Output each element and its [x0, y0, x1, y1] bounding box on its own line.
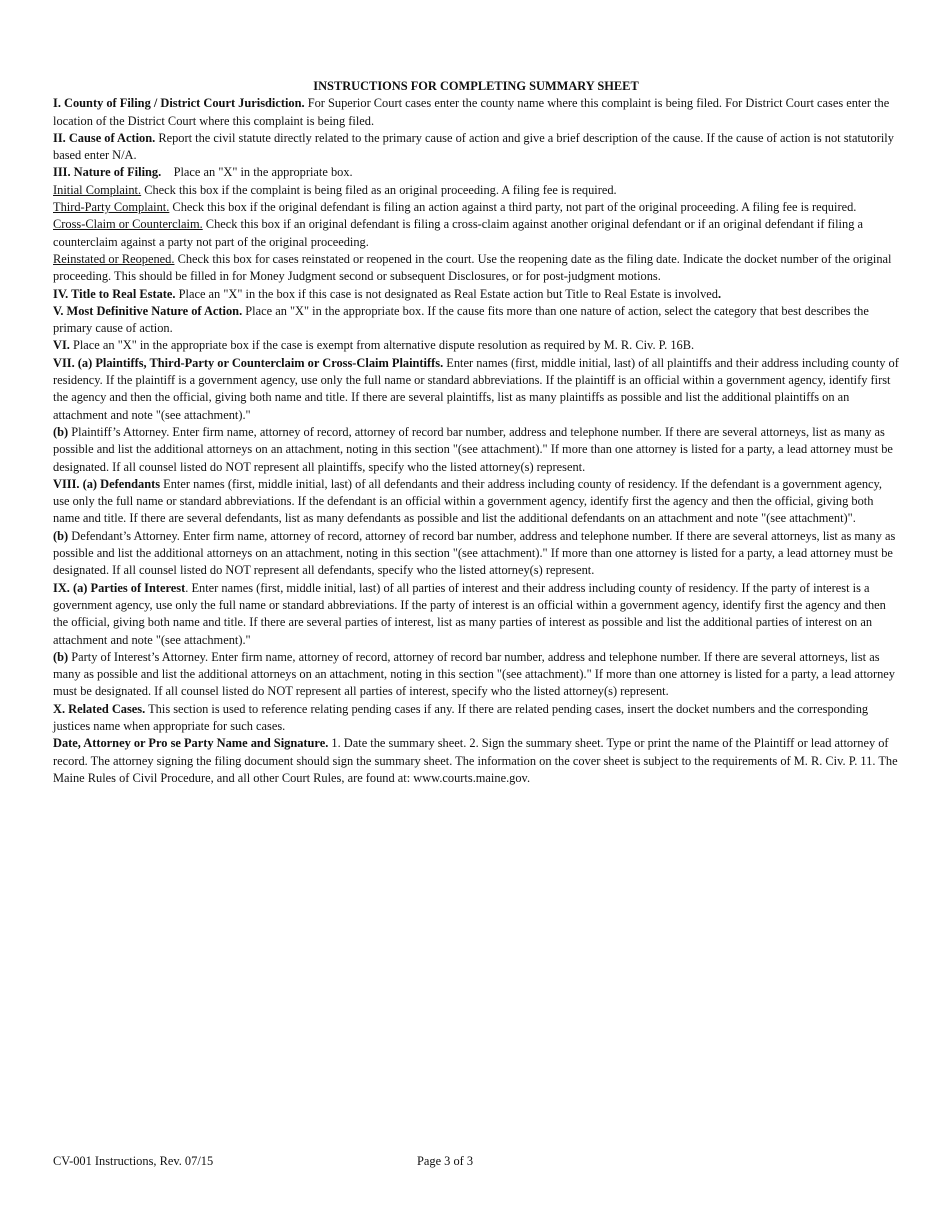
item-third-party-complaint [53, 199, 899, 216]
section-tail: . [718, 286, 722, 301]
section-county-of-filing [53, 95, 899, 130]
section-text: For Superior Court cases enter the county name where this complaint is being filed. For District Court cases enter the location of the District Court where this complaint is being filed. [53, 96, 890, 128]
section-defendants-attorney [53, 528, 899, 580]
instructions-page [53, 78, 899, 787]
page-title: INSTRUCTIONS FOR COMPLETING SUMMARY SHEET [313, 79, 639, 93]
section-heading: III. Nature of Filing. [53, 165, 162, 180]
item-text: Check this box if the complaint is being filed as an original proceeding. A filing fee is required. [141, 182, 617, 197]
section-nature-of-action [53, 303, 899, 338]
section-heading: VIII. (a) Defendants [53, 476, 161, 491]
form-id: CV-001 Instructions, Rev. 07/15 [53, 1154, 214, 1168]
section-text: Enter names (first, middle initial, last) of all plaintiffs and their address including county of residency. If the plaintiff is a government agency, use only the full name or standard abbreviations. If the plaintiff is an official within a government agency, identify first the agency and then the official, giving both name and title. If there are several plaintiffs, list as many plaintiffs as possible and list the additional plaintiffs on an attachment and note "(see attachment)." [53, 355, 899, 422]
section-title-to-real-estate [53, 286, 899, 303]
item-heading: Cross-Claim or Counterclaim. [53, 217, 203, 232]
section-heading: (b) [53, 424, 69, 439]
section-text: Place an "X" in the appropriate box. If the cause fits more than one nature of action, select the category that best describes the primary cause of action. [53, 303, 869, 336]
section-heading: VI. [53, 338, 70, 353]
item-heading: Third-Party Complaint. [53, 200, 170, 215]
section-heading: VII. (a) Plaintiffs, Third-Party or Counterclaim or Cross-Claim Plaintiffs. [53, 355, 444, 370]
section-plaintiffs [53, 355, 899, 424]
section-parties-of-interest-attorney [53, 649, 899, 701]
item-text: Check this box for cases reinstated or reopened in the court. Use the reopening date as the filing date. Indicate the docket number of the original proceeding. This should be filled in for Money Judgment second or subsequent Disclosures, or for post-judgment motions. [53, 251, 892, 284]
section-heading: Date, Attorney or Pro se Party Name and Signature. [53, 736, 329, 751]
section-text: Defendant’s Attorney. Enter firm name, attorney of record, attorney of record bar number, address and telephone number. If there are several attorneys, list as many as possible and list the additional attorneys on an attachment, noting in this section "(see attachment)." If more than one attorney is listed for a party, a lead attorney must be designated. If all counsel listed do NOT represent all defendants, specify who the listed attorney(s) represent. [53, 528, 896, 578]
section-text: 1. Date the summary sheet. 2. Sign the summary sheet. Type or print the name of the Plaintiff or lead attorney of record. The attorney signing the filing document should sign the summary sheet. The information on the cover sheet is subject to the requirements of M. R. Civ. P. 11. The Maine Rules of Civil Procedure, and all other Court Rules, are found at: www.courts.maine.gov. [53, 736, 898, 785]
item-text: Check this box if an original defendant is filing a cross-claim against another original defendant or if an original defendant if filing a counterclaim against a party not part of the original proceeding. [53, 217, 863, 249]
section-cause-of-action [53, 130, 899, 165]
item-text: Check this box if the original defendant is filing an action against a third party, not part of the original proceeding. A filing fee is required. [169, 200, 857, 215]
section-heading: X. Related Cases. [53, 701, 146, 716]
section-text: This section is used to reference relating pending cases if any. If there are related pending cases, insert the docket numbers and the corresponding justices name when appropriate for such cases. [53, 701, 869, 733]
section-text: . Enter names (first, middle initial, last) of all parties of interest and their address including county of residency. If the party of interest is a government agency, use only the full name or standard abbreviations. If the party of interest is an official within a government agency, identify first the agency and then the official, giving both name and title. If there are several parties of interest, list as many parties of interest as possible and list the additional parties of interest on an attachment and note "(see attachment)." [53, 580, 886, 647]
section-adr-exempt [53, 337, 899, 354]
section-heading: (b) [53, 528, 69, 543]
section-text: Enter names (first, middle initial, last) of all defendants and their address including county of residency. If the defendant is a government agency, use only the full name or standard abbreviations. If the defendant is an official within a government agency, identify first the agency and then the official, giving both name and title. If there are several defendants, list as many defendants as possible and list the additional defendants on an attachment and note "(see attachment)". [53, 476, 883, 526]
item-reinstated [53, 251, 899, 286]
section-date-signature [53, 735, 899, 787]
section-text: Plaintiff’s Attorney. Enter firm name, attorney of record, attorney of record bar number, address and telephone number. If there are several attorneys, list as many as possible and list the additional attorneys on an attachment, noting in this section "(see attachment)." If more than one attorney is listed for a party, a lead attorney must be designated. If all counsel listed do NOT represent all plaintiffs, specify who the listed attorney(s) represent. [53, 424, 893, 474]
section-heading: IX. (a) Parties of Interest [53, 580, 186, 595]
page-footer [53, 1153, 899, 1171]
section-heading: (b) [53, 649, 69, 664]
section-text: Place an "X" in the box if this case is not designated as Real Estate action but Title to Real Estate is involved [175, 286, 718, 301]
item-initial-complaint [53, 182, 899, 199]
section-nature-of-filing [53, 164, 899, 181]
section-heading: II. Cause of Action. [53, 130, 156, 145]
section-text: Party of Interest’s Attorney. Enter firm name, attorney of record, attorney of record bar number, address and telephone number. If there are several attorneys, list as many as possible and list the additional attorneys on an attachment, noting in this section "(see attachment)." If more than one attorney is listed for a party, a lead attorney must be designated. If all counsel listed do NOT represent all parties of interest, specify who the listed attorney(s) represent. [53, 649, 895, 699]
section-defendants [53, 476, 899, 528]
item-cross-claim [53, 216, 899, 251]
section-text: Place an "X" in the appropriate box if the case is exempt from alternative dispute resolution as required by M. R. Civ. P. 16B. [69, 338, 695, 353]
section-text: Report the civil statute directly related to the primary cause of action and give a brief description of the cause. If the cause of action is not statutorily based enter N/A. [53, 130, 894, 163]
page-number: Page 3 of 3 [417, 1154, 474, 1168]
section-heading: IV. Title to Real Estate. [53, 286, 176, 301]
section-parties-of-interest [53, 580, 899, 649]
section-plaintiffs-attorney [53, 424, 899, 476]
section-heading: V. Most Definitive Nature of Action. [53, 303, 243, 318]
section-related-cases [53, 701, 899, 736]
section-text: Place an "X" in the appropriate box. [161, 165, 353, 180]
section-heading: I. County of Filing / District Court Jurisdiction. [53, 96, 305, 111]
item-heading: Initial Complaint. [53, 182, 142, 197]
item-heading: Reinstated or Reopened. [53, 251, 175, 266]
